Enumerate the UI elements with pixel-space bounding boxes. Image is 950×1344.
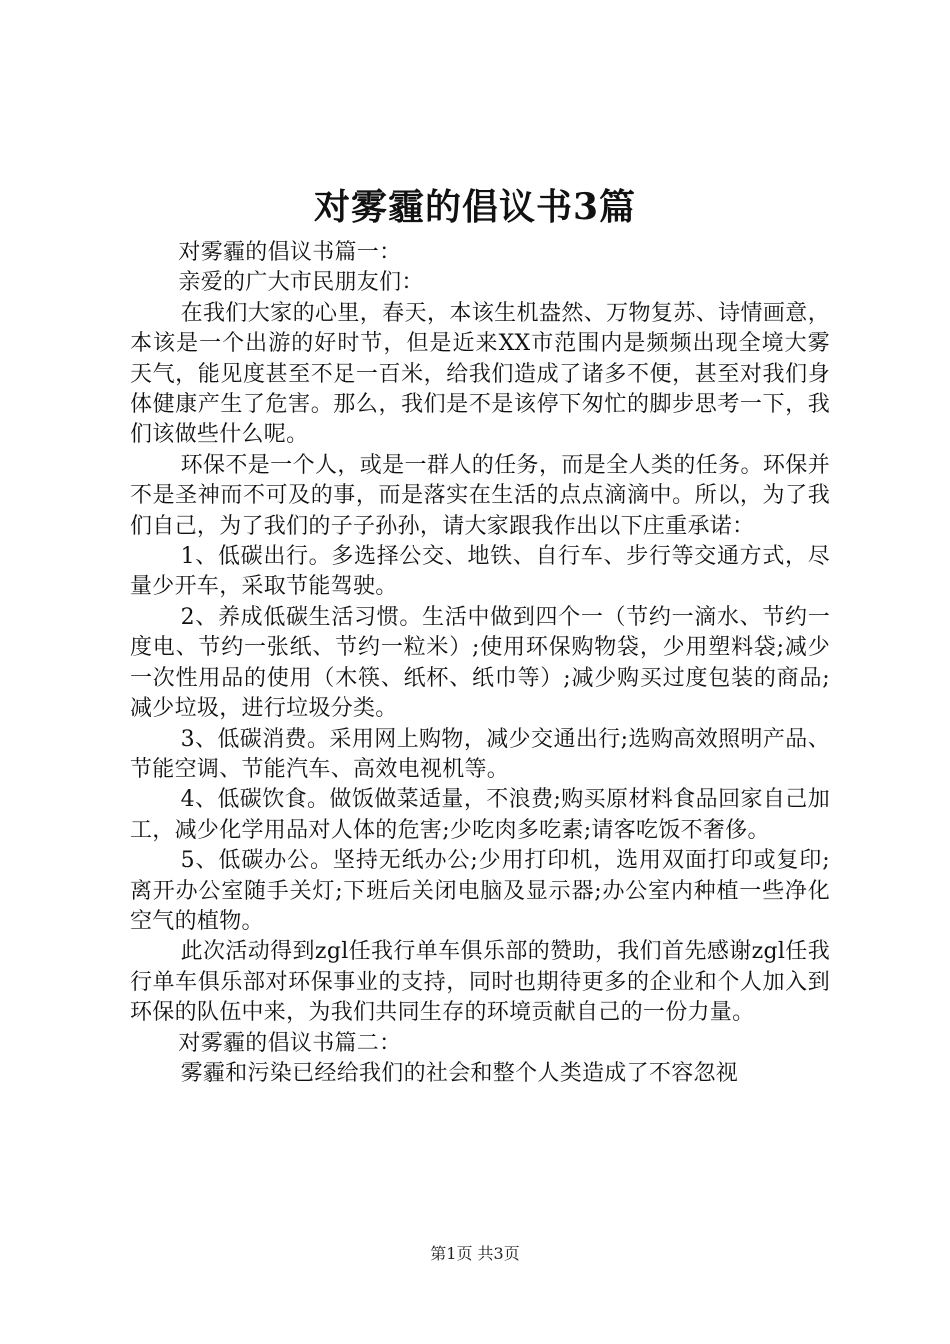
salutation: 亲爱的广大市民朋友们： (178, 270, 424, 296)
paragraph-acknowledgement: 此次活动得到zgl任我行单车俱乐部的赞助，我们首先感谢zgl任我行单车俱乐部对环保事业的支持，同时也期待更多的企业和个人加入到环保的队伍中来，为我们共同生存的环境贡献自己的一份力量。 (130, 939, 830, 1026)
list-item-low-carbon-diet: 4、低碳饮食。做饭做菜适量，不浪费;购买原材料食品回家自己加工，减少化学用品对人体的危害;少吃肉多吃素;请客吃饭不奢侈。 (130, 787, 830, 843)
list-item-low-carbon-habits: 2、养成低碳生活习惯。生活中做到四个一（节约一滴水、节约一度电、节约一张纸、节约一粒米）;使用环保购物袋，少用塑料袋;减少一次性用品的使用（木筷、纸杯、纸巾等）;减少购买过度包装的商品;减少垃圾，进行垃圾分类。 (130, 604, 830, 722)
document-title: 对雾霾的倡议书3篇 (313, 186, 637, 228)
list-item-low-carbon-office: 5、低碳办公。坚持无纸办公;少用打印机，选用双面打印或复印;离开办公室随手关灯;下班后关闭电脑及显示器;办公室内种植一些净化空气的植物。 (130, 848, 830, 934)
paragraph-intro: 在我们大家的心里，春天，本该生机盎然、万物复苏、诗情画意，本该是一个出游的好时节，但是近来XX市范围内是频频出现全境大雾天气，能见度甚至不足一百米，给我们造成了诸多不便，甚至对我们身体健康产生了危害。那么，我们是不是该停下匆忙的脚步思考一下，我们该做些什么呢。 (130, 300, 830, 448)
paragraph-commitment: 环保不是一个人，或是一群人的任务，而是全人类的任务。环保并不是圣神而不可及的事，而是落实在生活的点点滴滴中。所以，为了我们自己，为了我们的子子孙孙，请大家跟我作出以下庄重承诺： (130, 452, 830, 539)
section-heading-two: 对雾霾的倡议书篇二： (178, 1030, 402, 1056)
page-footer: 第1页 共3页 (430, 1244, 520, 1263)
list-item-low-carbon-travel: 1、低碳出行。多选择公交、地铁、自行车、步行等交通方式，尽量少开车，采取节能驾驶。 (130, 544, 830, 600)
document-body (130, 238, 830, 1089)
section-heading-one: 对雾霾的倡议书篇一： (178, 240, 402, 265)
list-item-low-carbon-consumption: 3、低碳消费。采用网上购物，减少交通出行;选购高效照明产品、节能空调、节能汽车、高效电视机等。 (130, 726, 830, 782)
paragraph-section-two-start: 雾霾和污染已经给我们的社会和整个人类造成了不容忽视 (180, 1060, 739, 1086)
